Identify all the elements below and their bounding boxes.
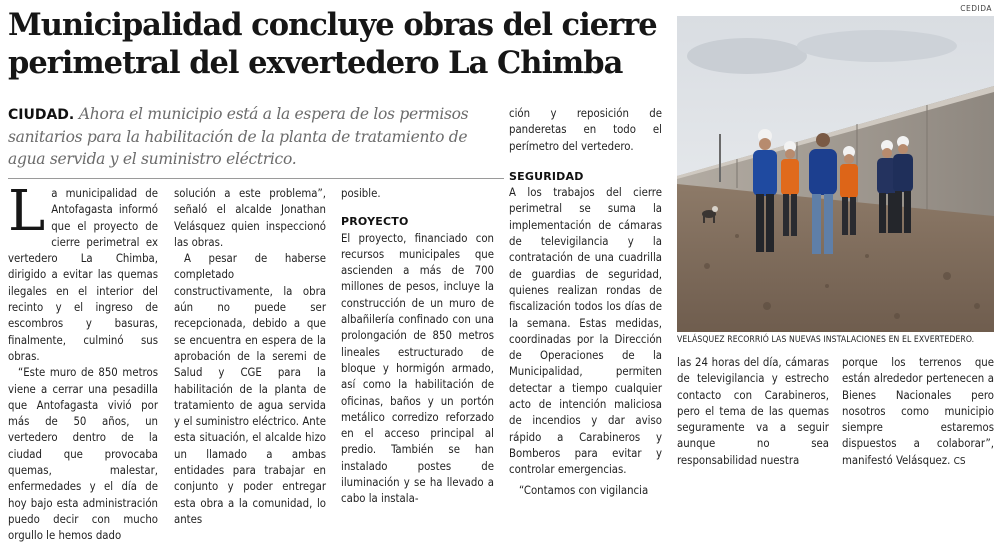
article-column-6 xyxy=(842,355,994,468)
col4-paragraph-2: “Contamos con vigilancia xyxy=(519,483,649,497)
col1-paragraph-1: a municipalidad de Antofagasta informó que el proyecto de cierre perimetral ex vertedero La Chimba, dirigido a evitar las quemas ilegales en el interior del recinto y el ingreso de escombros y basuras, finalmente, culminó sus obras. xyxy=(8,187,158,363)
author-end-mark: CS xyxy=(953,455,966,467)
lead-paragraph xyxy=(8,103,504,170)
drop-cap: L xyxy=(8,179,46,244)
subhead-seguridad: SEGURIDAD xyxy=(509,169,584,183)
article-column-3 xyxy=(341,186,494,506)
subhead-proyecto: PROYECTO xyxy=(341,215,409,229)
article-column-1 xyxy=(8,179,158,543)
article-column-2 xyxy=(174,186,326,526)
col2-paragraph-1: solución a este problema”, señaló el alcalde Jonathan Velásquez quien inspeccionó las obras. xyxy=(174,187,326,249)
col3-paragraph-1: El proyecto, financiado con recursos municipales que ascienden a más de 700 millones de pesos, incluye la construcción de un muro de albañilería confinado con una prolongación de 850 metros lineales estructurado de bloque y hormigón armado, así como la habilitación de oficinas, baños y un portón metálico corredizo reforzado en el acceso principal al predio. También se han instalado postes de iluminación y se ha llevado a cabo la instala- xyxy=(341,231,494,506)
section-kicker: CIUDAD. xyxy=(8,107,75,123)
article-column-4 xyxy=(509,106,662,497)
col3-paragraph-0: posible. xyxy=(341,187,381,200)
article-column-5 xyxy=(677,355,829,468)
headline: Municipalidad concluye obras del cierre perimetral del exvertedero La Chimba xyxy=(8,7,657,81)
col6-paragraph-1: porque los terrenos que están alrededor pertenecen a Bienes Nacionales pero nosotros como municipio siempre estaremos dispuestos a colaborar”, manifestó Velásquez. xyxy=(842,356,994,467)
lead-text: Ahora el municipio está a la espera de los permisos sanitarios para la habilitación de la planta de tratamiento de agua servida y el suministro eléctrico. xyxy=(8,105,469,168)
lead-divider xyxy=(8,178,504,179)
col4-paragraph-0: ción y reposición de panderetas en todo el perímetro del vertedero. xyxy=(509,107,662,153)
article-photo xyxy=(677,16,994,332)
col4-paragraph-1: A los trabajos del cierre perimetral se suma la implementación de cámaras de televigilancia y la contratación de una cuadrilla de guardias de seguridad, quienes realizan rondas de fiscalización todos los días de la semana. Estas medidas, coordinadas por la Dirección de Operaciones de la Municipalidad, permiten detectar a tiempo cualquier acto de intención maliciosa de incendios y dar aviso rápido a Carabineros y Bomberos para evitar y controlar emergencias. xyxy=(509,186,662,477)
col1-paragraph-2: “Este muro de 850 metros viene a cerrar una pesadilla que Antofagasta vivió por más de 50 años, un vertedero dentro de la ciudad que provocaba quemas, malestar, enfermedades y el día de hoy bajo esta administración puedo decir con mucho orgullo le hemos dado xyxy=(8,366,158,543)
photo-caption: VELÁSQUEZ RECORRIÓ LAS NUEVAS INSTALACIONES EN EL EXVERTEDERO. xyxy=(677,335,975,345)
col5-paragraph-1: las 24 horas del día, cámaras de televigilancia y estrecho contacto con Carabineros, pero el tema de las quemas seguramente va a seguir aunque no sea responsabilidad nuestra xyxy=(677,356,829,467)
photo-credit: CEDIDA xyxy=(960,4,992,13)
col2-paragraph-2: A pesar de haberse completado constructivamente, la obra aún no puede ser recepcionada, debido a que se encuentra en espera de la aprobación de la seremi de Salud y CGE para la habilitación de la planta de tratamiento de agua servida y el suministro eléctrico. Ante esta situación, el alcalde hizo un llamado a ambas entidades para trabajar en conjunto y poder entregar esta obra a la comunidad, lo antes xyxy=(174,252,326,526)
